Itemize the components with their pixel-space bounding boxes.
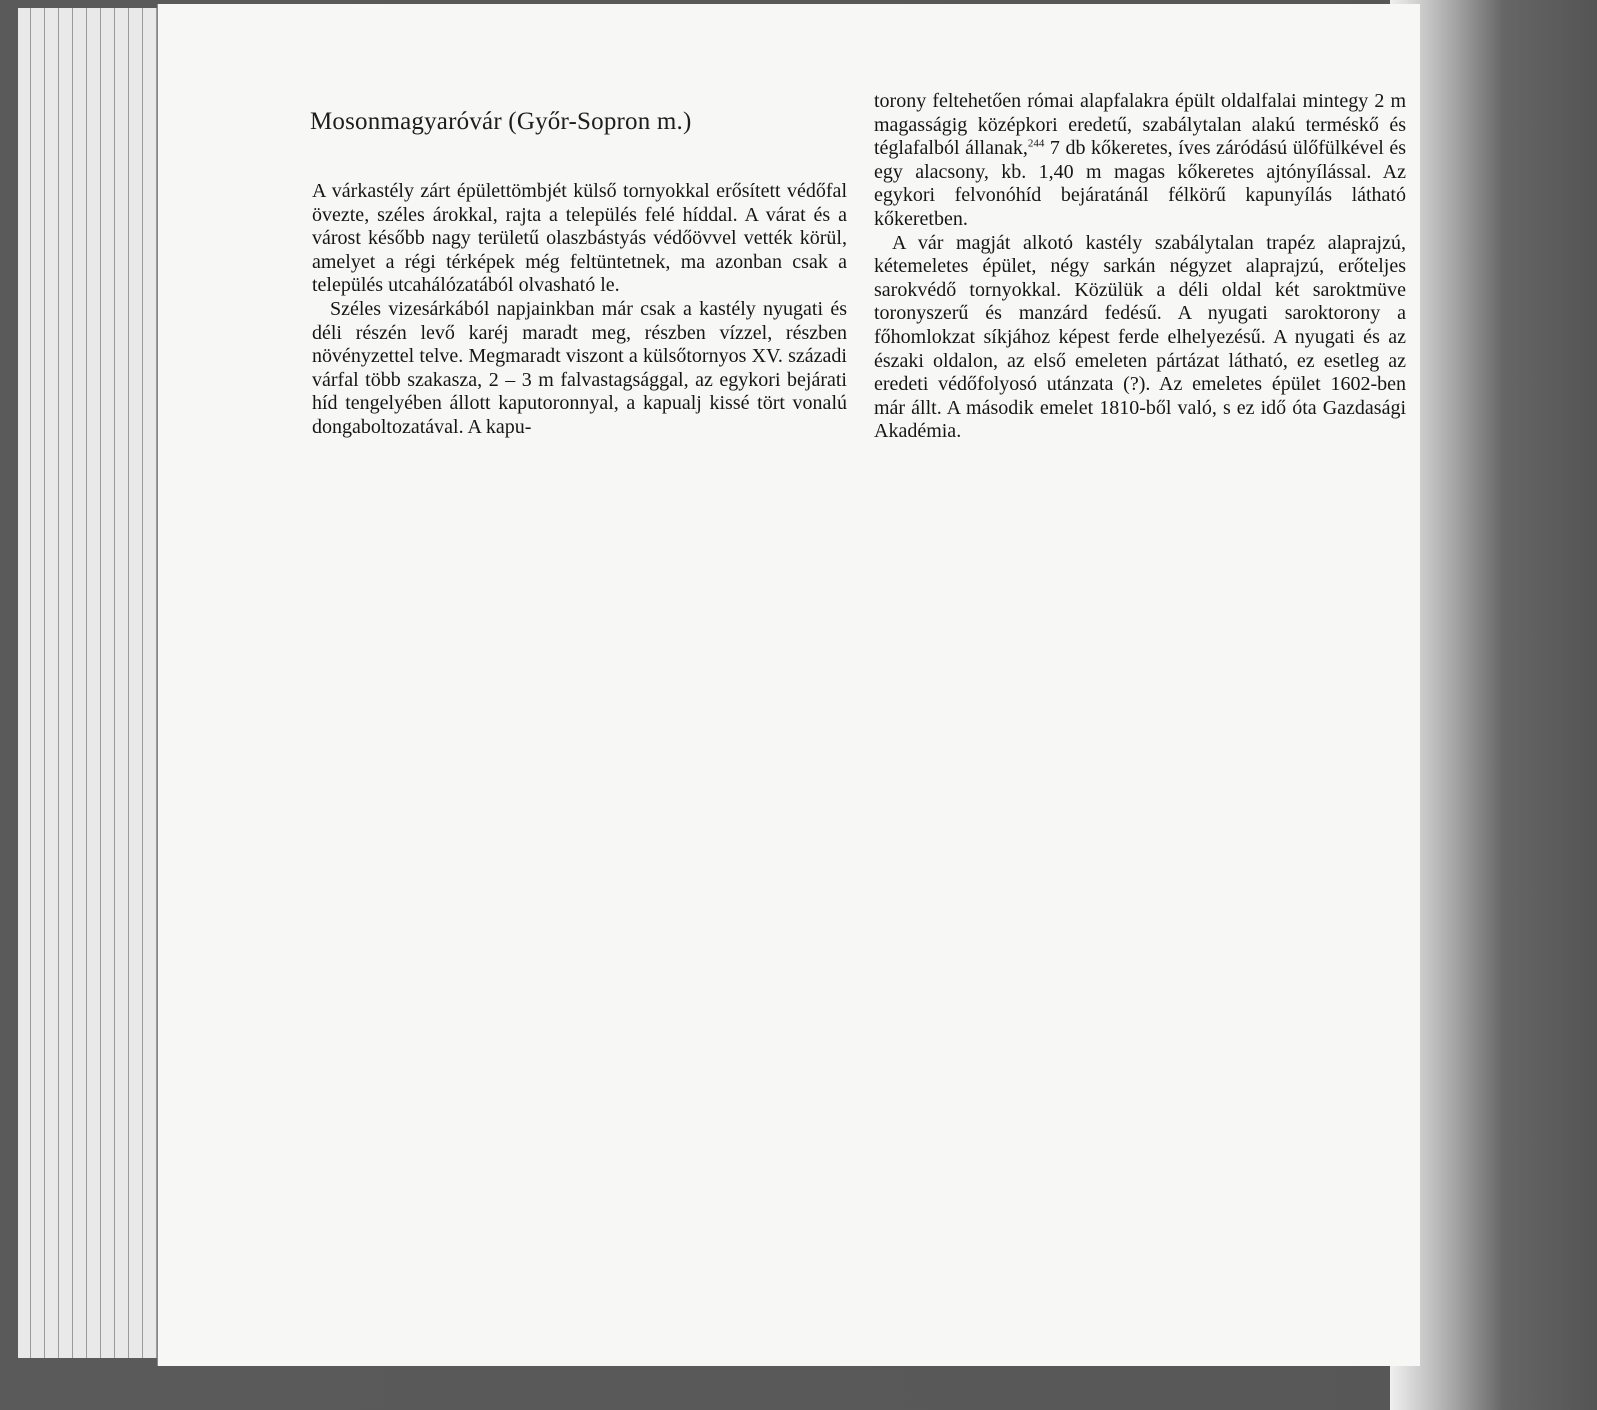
gutter-shadow xyxy=(1390,0,1597,1410)
paragraph-text: torony feltehetően római alapfalakra épült oldalfalai mintegy 2 m magasságig középkori eredetű, szabálytalan alakú terméskő és téglafalból állanak, xyxy=(874,90,1406,160)
book-page xyxy=(158,4,1420,1366)
left-column xyxy=(312,180,847,440)
page-edge xyxy=(58,8,59,1358)
paragraph-text: 7 db kőkeretes, íves záródású ülőfülkével és egy alacsony, kb. 1,40 m magas kőkeretes ajtónyílással. Az egykori felvonóhíd bejáratánál félkörű kapunyílás látható kőkeretben. xyxy=(874,137,1407,230)
page-edge xyxy=(156,8,157,1358)
page-edge xyxy=(44,8,45,1358)
page-title: Mosonmagyaróvár (Győr-Sopron m.) xyxy=(310,108,692,135)
paragraph: A vár magját alkotó kastély szabálytalan trapéz alaprajzú, kétemeletes épület, négy sarkán négyzet alaprajzú, erőteljes sarokvédő tornyokkal. Közülük a déli oldal két saroktmüve toronyszerű és manzárd fedésű. A nyugati saroktorony a főhomlokzat síkjához képest ferde elhelyezésű. A nyugati és az északi oldalon, az első emeleten pártázat látható, ez esetleg az eredeti védőfolyosó utánzata (?). Az emeletes épület 1602-ben már állt. A második emelet 1810-ből való, s ez idő óta Gazdasági Akadémia. xyxy=(874,231,1406,443)
footnote-reference: 244 xyxy=(1027,137,1045,150)
paragraph: A várkastély zárt épülettömbjét külső tornyokkal erősített védőfal övezte, széles árokkal, rajta a település felé híddal. A várat és a várost később nagy területű olaszbástyás védőövvel vették körül, amelyet a régi térképek még feltüntetnek, ma azonban csak a település utcahálózatából olvasható le. xyxy=(312,180,847,297)
paragraph: Széles vizesárkából napjainkban már csak a kastély nyugati és déli részén levő karéj maradt meg, részben vízzel, részben növényzettel telve. Megmaradt viszont a külsőtornyos XV. századi várfal több szakasza, 2 – 3 m falvastagsággal, az egykori bejárati híd tengelyében állott kaputoronnyal, a kapualj kissé tört vonalú dongaboltozatával. A kapu- xyxy=(312,297,847,438)
page-edge xyxy=(142,8,143,1358)
page-edge xyxy=(30,8,31,1358)
page-edge xyxy=(128,8,129,1358)
page-edge xyxy=(72,8,73,1358)
page-edge xyxy=(100,8,101,1358)
right-column xyxy=(874,90,1406,444)
paragraph xyxy=(874,90,1406,232)
page-edge xyxy=(86,8,87,1358)
page-edge xyxy=(114,8,115,1358)
